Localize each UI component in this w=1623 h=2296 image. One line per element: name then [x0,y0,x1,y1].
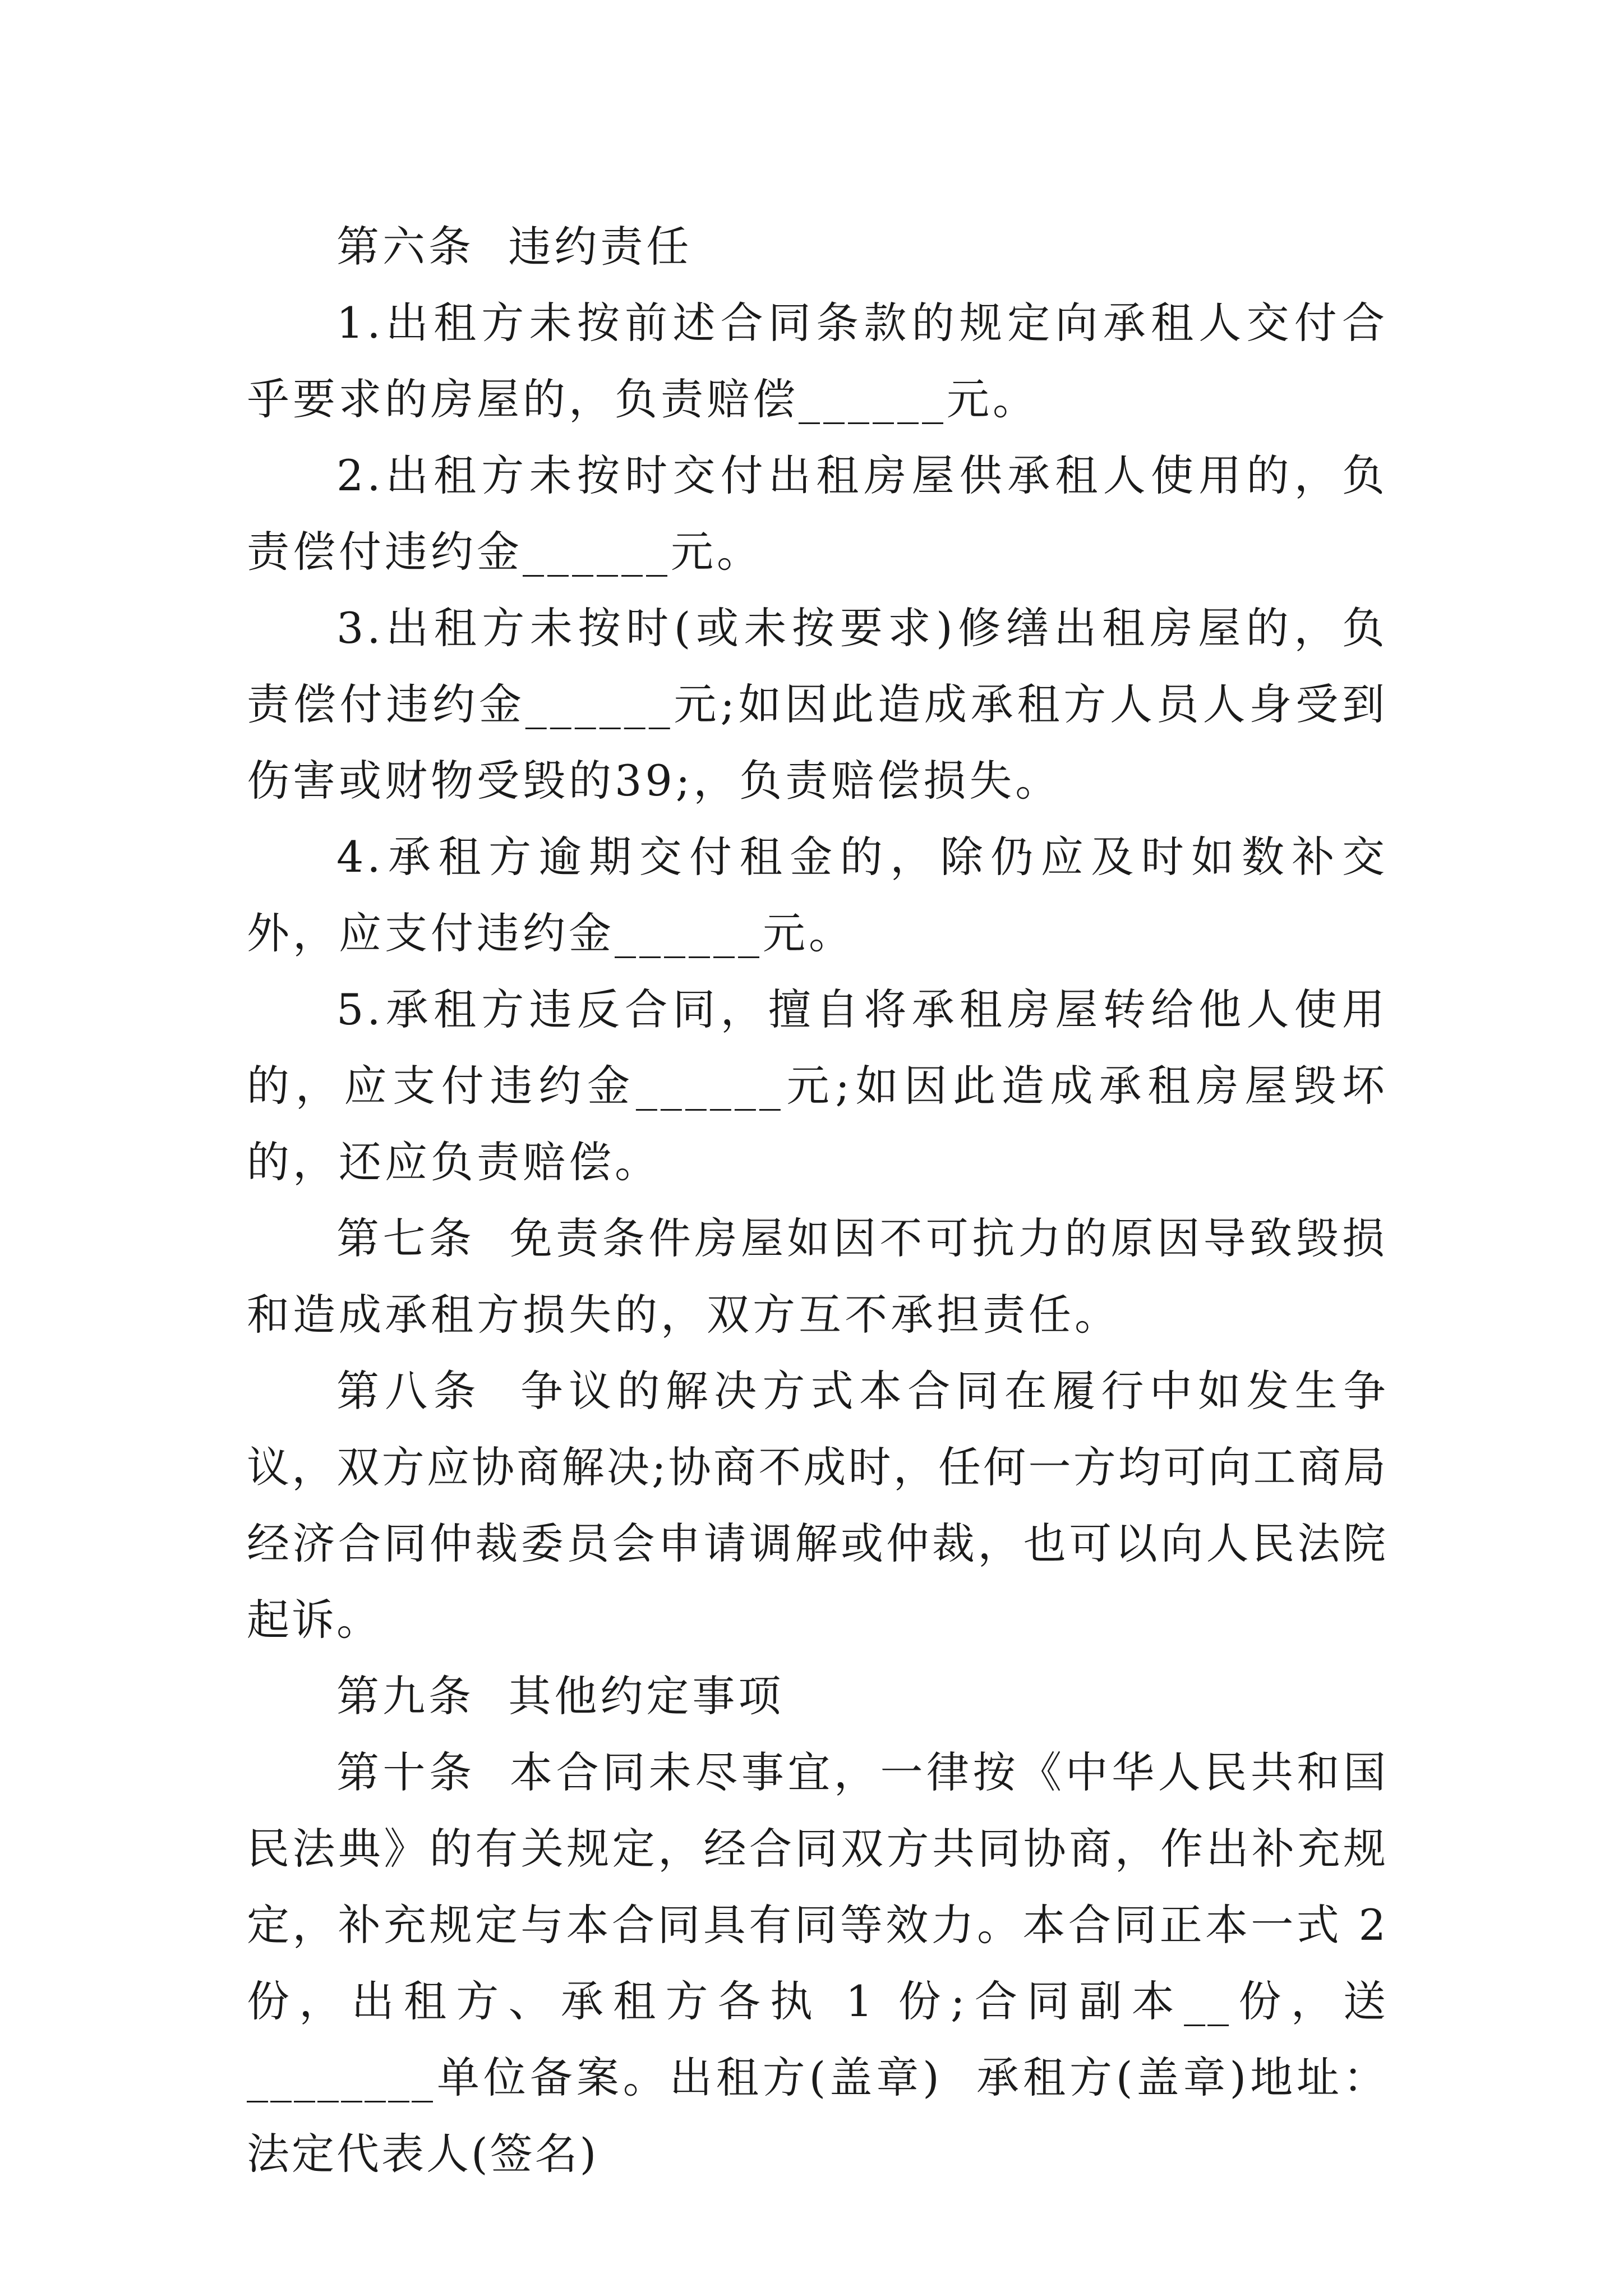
article-6-heading: 第六条 违约责任 [336,222,693,272]
article-6-clause-3: 3.出租方未按时(或未按要求)修缮出租房屋的，负责偿付违约金______元;如因此造成承租方人员人身受到伤害或财物受毁的39;，负责赔偿损失。 [247,603,1388,806]
article-6-clause-2: 2.出租方未按时交付出租房屋供承租人使用的，负责偿付违约金______元。 [247,450,1388,577]
article-6-clause-1: 1.出租方未按前述合同条款的规定向承租人交付合乎要求的房屋的，负责赔偿______元。 [247,298,1388,424]
article-10-paragraph: 第十条 本合同未尽事宜，一律按《中华人民共和国民法典》的有关规定，经合同双方共同协商，作出补充规定，补充规定与本合同具有同等效力。本合同正本一式 2 份，出租方、承租方各执 1 份;合同副本__份，送________单位备案。出租方(盖章) 承租方(盖章)地址：法定代表人(签名) [247,1747,1404,2179]
article-6-clause-5: 5.承租方违反合同，擅自将承租房屋转给他人使用的，应支付违约金______元;如因此造成承租房屋毁坏的，还应负责赔偿。 [247,984,1388,1187]
article-9-heading: 第九条 其他约定事项 [336,1671,785,1721]
article-7-paragraph: 第七条 免责条件房屋如因不可抗力的原因导致毁损和造成承租方损失的，双方互不承担责任。 [247,1213,1388,1340]
article-8-paragraph: 第八条 争议的解决方式本合同在履行中如发生争议，双方应协商解决;协商不成时，任何一方均可向工商局经济合同仲裁委员会申请调解或仲裁，也可以向人民法院起诉。 [247,1366,1388,1645]
document-body [247,209,1404,2192]
article-6-clause-4: 4.承租方逾期交付租金的，除仍应及时如数补交外，应支付违约金______元。 [247,832,1388,958]
